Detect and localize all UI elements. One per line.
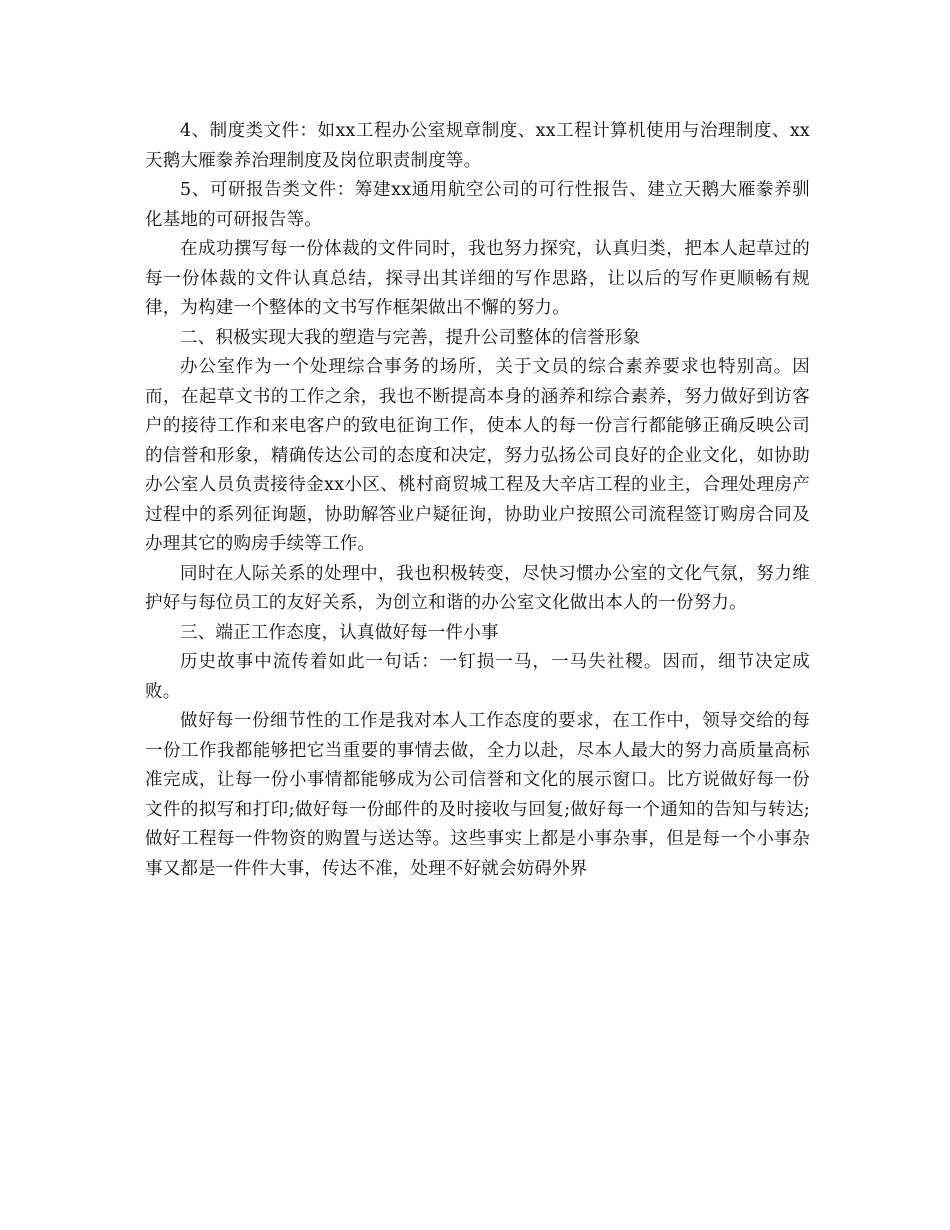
paragraph-interpersonal: 同时在人际关系的处理中，我也积极转变，尽快习惯办公室的文化气氛，努力维护好与每位员工的友好关系，为创立和谐的办公室文化做出本人的一份努力。 bbox=[145, 563, 810, 613]
paragraph-institutional-documents: 4、制度类文件：如xx工程办公室规章制度、xx工程计算机使用与治理制度、xx天鹅大雁豢养治理制度及岗位职责制度等。 bbox=[145, 121, 810, 171]
section-heading-two: 二、积极实现大我的塑造与完善，提升公司整体的信誉形象 bbox=[180, 327, 641, 348]
paragraph-feasibility-reports: 5、可研报告类文件：筹建xx通用航空公司的可行性报告、建立天鹅大雁豢养驯化基地的可研报告等。 bbox=[145, 180, 810, 230]
document-body bbox=[145, 117, 810, 884]
paragraph-office-image: 办公室作为一个处理综合事务的场所，关于文员的综合素养要求也特别高。因而，在起草文书的工作之余，我也不断提高本身的涵养和综合素养，努力做好到访客户的接待工作和来电客户的致电征询工作，使本人的每一份言行都能够正确反映公司的信誉和形象，精确传达公司的态度和决定，努力弘扬公司良好的企业文化，如协助办公室人员负责接待金xx小区、桃村商贸城工程及大辛店工程的业主，合理处理房产过程中的系列征询题，协助解答业户疑征询，协助业户按照公司流程签订购房合同及办理其它的购房手续等工作。 bbox=[145, 357, 810, 554]
paragraph-detail-work: 做好每一份细节性的工作是我对本人工作态度的要求，在工作中，领导交给的每一份工作我都能够把它当重要的事情去做，全力以赴，尽本人最大的努力高质量高标准完成，让每一份小事情都能够成为公司信誉和文化的展示窗口。比方说做好每一份文件的拟写和打印;做好每一份邮件的及时接收与回复;做好每一个通知的告知与转达;做好工程每一件物资的购置与送达等。这些事实上都是小事杂事，但是每一个小事杂事又都是一件件大事，传达不准，处理不好就会妨碍外界 bbox=[145, 711, 810, 879]
paragraph-writing-summary: 在成功撰写每一份体裁的文件同时，我也努力探究，认真归类，把本人起草过的每一份体裁的文件认真总结，探寻出其详细的写作思路，让以后的写作更顺畅有规律，为构建一个整体的文书写作框架做出不懈的努力。 bbox=[145, 239, 810, 318]
paragraph-proverb: 历史故事中流传着如此一句话：一钉损一马，一马失社稷。因而，细节决定成败。 bbox=[145, 652, 810, 702]
section-heading-three: 三、端正工作态度，认真做好每一件小事 bbox=[180, 622, 499, 643]
